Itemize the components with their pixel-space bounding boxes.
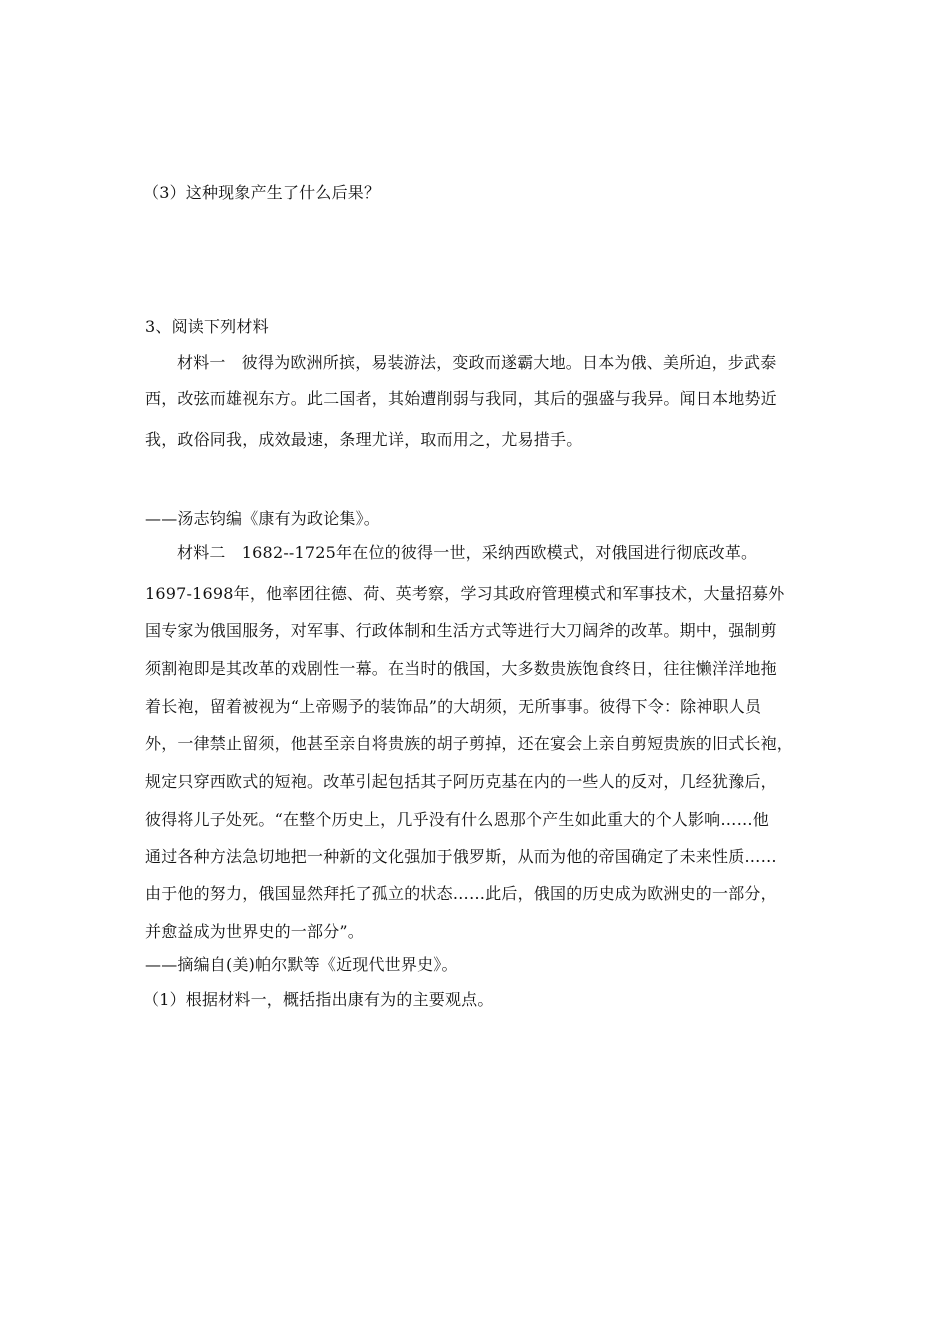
material-2-line: 国专家为俄国服务，对军事、行政体制和生活方式等进行大刀阔斧的改革。期中，强制剪 — [145, 621, 777, 640]
material-2-line: 并愈益成为世界史的一部分”。 — [145, 922, 364, 941]
material-2-line: 通过各种方法急切地把一种新的文化强加于俄罗斯，从而为他的帝国确定了未来性质…… — [145, 847, 777, 866]
section-3-heading: 3、阅读下列材料 — [145, 317, 269, 336]
material-2-line: 1697-1698年，他率团往德、荷、英考察，学习其政府管理模式和军事技术，大量招募外 — [145, 584, 785, 603]
material-2-line: 彼得将儿子处死。“在整个历史上，几乎没有什么恩那个产生如此重大的个人影响……他 — [145, 810, 769, 829]
material-1-line: 西，改弦而雄视东方。此二国者，其始遭削弱与我同，其后的强盛与我异。闻日本地势近 — [145, 389, 777, 408]
material-2-source: ——摘编自(美)帕尔默等《近现代世界史》。 — [145, 955, 458, 974]
material-1-line: 材料一 彼得为欧洲所摈，易装游法，变政而遂霸大地。日本为俄、美所迫，步武泰 — [177, 353, 777, 372]
material-2-line: 材料二 1682--1725年在位的彼得一世，采纳西欧模式，对俄国进行彻底改革。 — [177, 543, 758, 562]
material-2-line: 须割袍即是其改革的戏剧性一幕。在当时的俄国，大多数贵族饱食终日，往往懒洋洋地拖 — [145, 659, 777, 678]
question-3: （3）这种现象产生了什么后果？ — [143, 183, 381, 202]
material-2-line: 规定只穿西欧式的短袍。改革引起包括其子阿历克基在内的一些人的反对，几经犹豫后， — [145, 772, 777, 791]
material-2-line: 由于他的努力，俄国显然拜托了孤立的状态……此后，俄国的历史成为欧洲史的一部分， — [145, 884, 777, 903]
material-1-source: ——汤志钧编《康有为政论集》。 — [145, 509, 381, 528]
material-1-line: 我，政俗同我，成效最速，条理尤详，取而用之，尤易措手。 — [145, 430, 583, 449]
material-2-line: 着长袍，留着被视为“上帝赐予的装饰品”的大胡须，无所事事。彼得下令：除神职人员 — [145, 697, 762, 716]
question-1: （1）根据材料一，概括指出康有为的主要观点。 — [143, 990, 494, 1009]
material-2-line: 外，一律禁止留须，他甚至亲自将贵族的胡子剪掉，还在宴会上亲自剪短贵族的旧式长袍， — [145, 734, 794, 753]
